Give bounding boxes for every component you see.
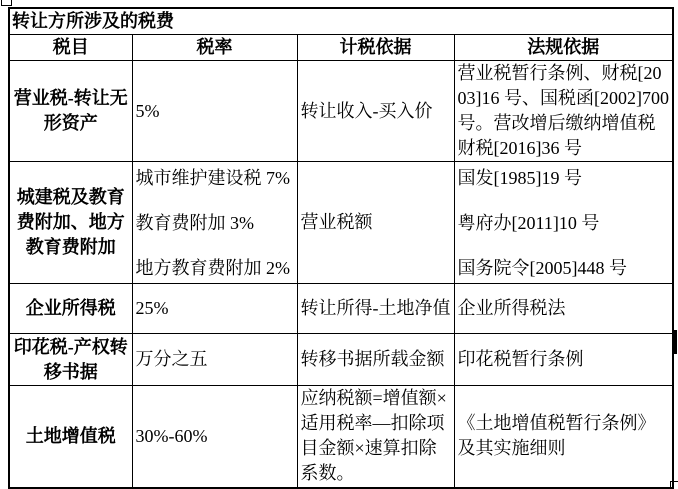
tax-table xyxy=(8,7,674,489)
cell-tax-rate: 5% xyxy=(132,61,297,162)
cell-legal-basis: 营业税暂行条例、财税[2003]16 号、国税函[2002]700 号。营改增后缴纳增值税 财税[2016]36 号 xyxy=(454,61,673,162)
cell-legal-basis: 印花税暂行条例 xyxy=(454,334,673,386)
header-row xyxy=(9,35,673,61)
table-row xyxy=(9,284,673,334)
cell-tax-item: 企业所得税 xyxy=(9,284,132,334)
law-line: 国发[1985]19 号 xyxy=(457,167,582,188)
table-row xyxy=(9,334,673,386)
cell-tax-basis: 应纳税额=增值额×适用税率—扣除项目金额×速算扣除系数。 xyxy=(297,386,454,488)
cell-tax-rate: 30%-60% xyxy=(132,386,297,488)
col-header-tax-item: 税目 xyxy=(9,35,132,61)
law-line: 粤府办[2011]10 号 xyxy=(457,212,600,233)
cell-tax-basis: 转移书据所载金额 xyxy=(297,334,454,386)
table-row xyxy=(9,386,673,488)
cell-tax-item: 城建税及教育费附加、地方教育费附加 xyxy=(9,162,132,284)
cell-tax-rate xyxy=(132,162,297,284)
cell-tax-basis: 转让收入-买入价 xyxy=(297,61,454,162)
cell-tax-rate: 万分之五 xyxy=(132,334,297,386)
rate-line: 地方教育费附加 2% xyxy=(135,257,290,278)
col-header-legal-basis: 法规依据 xyxy=(454,35,673,61)
table-row xyxy=(9,162,673,284)
rate-line: 城市维护建设税 7% xyxy=(135,167,290,188)
law-line: 国务院令[2005]448 号 xyxy=(457,257,627,278)
cell-legal-basis: 企业所得税法 xyxy=(454,284,673,334)
col-header-tax-basis: 计税依据 xyxy=(297,35,454,61)
cell-legal-basis xyxy=(454,162,673,284)
cell-legal-basis: 《土地增值税暂行条例》及其实施细则 xyxy=(454,386,673,488)
col-header-tax-rate: 税率 xyxy=(132,35,297,61)
cell-tax-item: 印花税-产权转移书据 xyxy=(9,334,132,386)
right-edge-marker xyxy=(672,330,677,354)
cell-tax-basis: 营业税额 xyxy=(297,162,454,284)
cell-tax-rate: 25% xyxy=(132,284,297,334)
table-title: 转让方所涉及的税费 xyxy=(9,8,673,35)
table-title-row xyxy=(9,8,673,35)
table-row xyxy=(9,61,673,162)
cell-tax-item: 土地增值税 xyxy=(9,386,132,488)
table-move-handle[interactable] xyxy=(1,0,12,6)
cell-tax-item: 营业税-转让无形资产 xyxy=(9,61,132,162)
rate-line: 教育费附加 3% xyxy=(135,212,254,233)
cell-tax-basis: 转让所得-土地净值 xyxy=(297,284,454,334)
